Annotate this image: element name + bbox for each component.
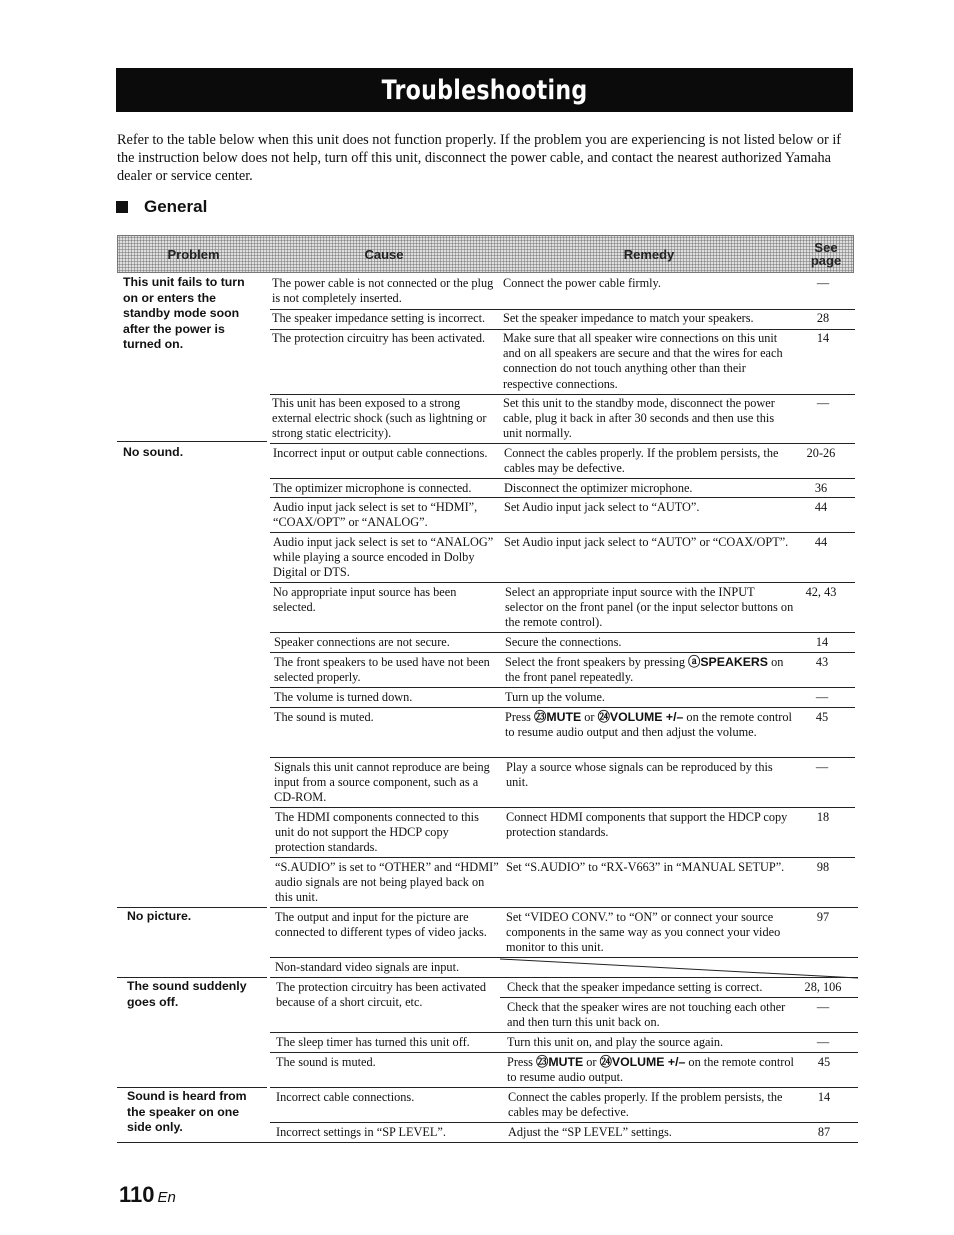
row-divider bbox=[270, 532, 855, 533]
cause-cell: Incorrect cable connections. bbox=[276, 1090, 415, 1104]
page-title-bar bbox=[116, 68, 853, 112]
see-page-cell: — bbox=[816, 1000, 830, 1014]
row-divider bbox=[270, 977, 858, 978]
remedy-cell: Set “S.AUDIO” to “RX-V663” in “MANUAL SETUP”. bbox=[506, 860, 785, 874]
remedy-cell: Connect HDMI components that support the HDCP copy protection standards. bbox=[506, 810, 788, 840]
see-page-cell: 87 bbox=[817, 1125, 831, 1139]
remedy-cell: Set Audio input jack select to “AUTO”. bbox=[504, 500, 700, 514]
cause-cell: Audio input jack select is set to “ANALOG” while playing a source encoded in Dolby Digital or DTS. bbox=[273, 535, 494, 580]
see-page-cell: 28, 106 bbox=[804, 980, 842, 994]
cause-cell: The power cable is not connected or the plug is not completely inserted. bbox=[272, 276, 494, 306]
cause-cell: The protection circuitry has been activated because of a short circuit, etc. bbox=[276, 980, 486, 1010]
remedy-cell: Make sure that all speaker wire connections on this unit and on all speakers are secure and that the wires for each connection do not touch anything other than their respective connections. bbox=[503, 331, 783, 391]
cause-cell: No appropriate input source has been selected. bbox=[273, 585, 457, 615]
see-page-cell: 43 bbox=[815, 655, 829, 669]
see-page-cell: — bbox=[816, 276, 830, 290]
row-divider bbox=[270, 394, 855, 395]
row-divider bbox=[270, 497, 855, 498]
header-page: page bbox=[810, 253, 842, 268]
header-cause: Cause bbox=[364, 246, 404, 262]
problem-divider bbox=[117, 441, 267, 442]
remedy-cell bbox=[507, 1055, 797, 1085]
row-divider bbox=[270, 907, 858, 908]
remedy-text: Select the front speakers by pressing bbox=[505, 655, 689, 669]
remedy-text: Press bbox=[505, 710, 535, 724]
row-divider bbox=[270, 807, 855, 808]
cause-cell: The optimizer microphone is connected. bbox=[273, 481, 472, 495]
cause-cell: Signals this unit cannot reproduce are being input from a source component, such as a CD-ROM. bbox=[274, 760, 490, 805]
mute-key-label: ㉓MUTE bbox=[536, 1055, 584, 1069]
cause-cell: Speaker connections are not secure. bbox=[274, 635, 450, 649]
row-divider bbox=[270, 707, 855, 708]
remedy-text: Press bbox=[507, 1055, 537, 1069]
mute-key-label: ㉓MUTE bbox=[534, 710, 582, 724]
see-page-cell: — bbox=[815, 760, 829, 774]
cause-cell: Audio input jack select is set to “HDMI”, “COAX/OPT” or “ANALOG”. bbox=[273, 500, 478, 530]
remedy-text: on the remote control to resume audio output. bbox=[507, 1055, 794, 1085]
row-divider bbox=[270, 443, 855, 444]
remedy-cell: Set the speaker impedance to match your speakers. bbox=[503, 311, 754, 325]
remedy-cell bbox=[505, 710, 795, 740]
remedy-cell: Adjust the “SP LEVEL” settings. bbox=[508, 1125, 672, 1139]
see-page-cell: 18 bbox=[816, 810, 830, 824]
see-page-cell: 97 bbox=[816, 910, 830, 924]
cause-cell: The HDMI components connected to this unit do not support the HDCP copy protection standards. bbox=[275, 810, 479, 855]
remedy-cell: Check that the speaker impedance setting is correct. bbox=[507, 980, 763, 994]
volume-key-label: ㉔VOLUME +/– bbox=[599, 1055, 686, 1069]
table-bottom-rule bbox=[117, 1142, 858, 1143]
problem-divider bbox=[117, 977, 267, 978]
row-divider bbox=[500, 997, 858, 998]
cause-cell: The sound is muted. bbox=[276, 1055, 376, 1069]
problem-sound-off: The sound suddenly goes off. bbox=[127, 979, 247, 1009]
cause-cell: Incorrect settings in “SP LEVEL”. bbox=[276, 1125, 446, 1139]
cause-cell: The sound is muted. bbox=[274, 710, 374, 724]
remedy-text: or bbox=[581, 710, 598, 724]
cause-cell: “S.AUDIO” is set to “OTHER” and “HDMI” audio signals are not being played back on this unit. bbox=[275, 860, 499, 905]
remedy-cell bbox=[505, 655, 795, 685]
see-page-cell: 98 bbox=[816, 860, 830, 874]
row-divider bbox=[270, 478, 855, 479]
remedy-cell: Set Audio input jack select to “AUTO” or “COAX/OPT”. bbox=[504, 535, 789, 549]
see-page-cell: 44 bbox=[814, 500, 828, 514]
remedy-cell: Connect the cables properly. If the problem persists, the cables may be defective. bbox=[508, 1090, 783, 1120]
speakers-key-label: ⓐSPEAKERS bbox=[688, 655, 768, 669]
cause-cell: The sleep timer has turned this unit off. bbox=[276, 1035, 470, 1049]
cause-cell: The volume is turned down. bbox=[274, 690, 413, 704]
row-divider bbox=[270, 329, 855, 330]
see-page-cell: 42, 43 bbox=[805, 585, 837, 599]
page-language: En bbox=[157, 1189, 176, 1206]
header-see-page bbox=[799, 236, 853, 272]
page-number-value: 110 bbox=[119, 1182, 155, 1207]
header-see: See bbox=[814, 240, 838, 255]
square-bullet-icon bbox=[116, 201, 128, 213]
problem-divider bbox=[117, 907, 267, 908]
volume-key-label: ㉔VOLUME +/– bbox=[597, 710, 684, 724]
row-divider bbox=[270, 309, 855, 310]
remedy-cell: Play a source whose signals can be reproduced by this unit. bbox=[506, 760, 773, 790]
remedy-text: on the remote control to resume audio output and then adjust the volume. bbox=[505, 710, 792, 740]
row-divider bbox=[270, 1032, 858, 1033]
see-page-cell: — bbox=[815, 690, 829, 704]
remedy-cell: Set “VIDEO CONV.” to “ON” or connect your source components in the same way as you connect your video monitor to this unit. bbox=[506, 910, 781, 955]
remedy-cell: Secure the connections. bbox=[505, 635, 622, 649]
see-page-cell: 28 bbox=[816, 311, 830, 325]
row-divider bbox=[270, 1122, 858, 1123]
header-problem: Problem bbox=[167, 246, 220, 262]
cause-cell: The protection circuitry has been activated. bbox=[272, 331, 486, 345]
cause-cell: This unit has been exposed to a strong external electric shock (such as lightning or strong static electricity). bbox=[272, 396, 487, 441]
cause-cell: Incorrect input or output cable connections. bbox=[273, 446, 488, 460]
cause-cell: The front speakers to be used have not been selected properly. bbox=[274, 655, 490, 685]
see-page-cell: 44 bbox=[814, 535, 828, 549]
page-title: Troubleshooting bbox=[381, 74, 588, 106]
remedy-text: or bbox=[583, 1055, 600, 1069]
cause-cell: The output and input for the picture are connected to different types of video jacks. bbox=[275, 910, 487, 940]
see-page-cell: 14 bbox=[816, 331, 830, 345]
row-divider bbox=[270, 857, 855, 858]
problem-no-picture: No picture. bbox=[127, 909, 192, 923]
remedy-cell: Turn this unit on, and play the source again. bbox=[507, 1035, 724, 1049]
row-divider bbox=[270, 1052, 858, 1053]
intro-paragraph: Refer to the table below when this unit does not function properly. If the problem you are experiencing is not listed below or if the instruction below does not help, turn off this unit, disconnect the power cable, and contact the nearest authorized Yamaha dealer or service center. bbox=[117, 132, 842, 184]
row-divider bbox=[270, 632, 855, 633]
row-divider bbox=[270, 582, 855, 583]
remedy-cell: Connect the cables properly. If the problem persists, the cables may be defective. bbox=[504, 446, 779, 476]
see-page-cell: 45 bbox=[815, 710, 829, 724]
remedy-text: on the front panel repeatedly. bbox=[505, 655, 784, 685]
row-divider bbox=[270, 1087, 858, 1088]
see-page-cell: — bbox=[816, 1035, 830, 1049]
row-divider bbox=[270, 652, 855, 653]
remedy-cell: Turn up the volume. bbox=[505, 690, 605, 704]
cause-cell: The speaker impedance setting is incorrect. bbox=[272, 311, 486, 325]
problem-power: This unit fails to turn on or enters the standby mode soon after the power is turned on. bbox=[123, 275, 245, 351]
problem-no-sound: No sound. bbox=[123, 445, 184, 459]
see-page-cell: — bbox=[816, 396, 830, 410]
row-divider bbox=[270, 687, 855, 688]
see-page-cell: 14 bbox=[815, 635, 829, 649]
row-divider bbox=[270, 757, 855, 758]
page-number bbox=[119, 1182, 176, 1208]
see-page-cell: 45 bbox=[817, 1055, 831, 1069]
section-title: General bbox=[144, 197, 208, 216]
remedy-cell: Disconnect the optimizer microphone. bbox=[504, 481, 693, 495]
remedy-cell: Select an appropriate input source with the INPUT selector on the front panel (or the input selector buttons on the remote control). bbox=[505, 585, 794, 630]
section-heading bbox=[116, 197, 207, 217]
see-page-cell: 20-26 bbox=[806, 446, 836, 460]
remedy-cell: Set this unit to the standby mode, disconnect the power cable, plug it back in after 30 seconds and then use this unit normally. bbox=[503, 396, 775, 441]
table-header bbox=[117, 235, 854, 273]
remedy-cell: Check that the speaker wires are not touching each other and then turn this unit back on. bbox=[507, 1000, 786, 1030]
problem-one-side: Sound is heard from the speaker on one side only. bbox=[127, 1089, 247, 1134]
see-page-cell: 14 bbox=[817, 1090, 831, 1104]
cause-cell: Non-standard video signals are input. bbox=[275, 960, 460, 974]
problem-divider bbox=[117, 1087, 267, 1088]
header-remedy: Remedy bbox=[623, 246, 675, 262]
see-page-cell: 36 bbox=[814, 481, 828, 495]
remedy-cell: Connect the power cable firmly. bbox=[503, 276, 661, 290]
